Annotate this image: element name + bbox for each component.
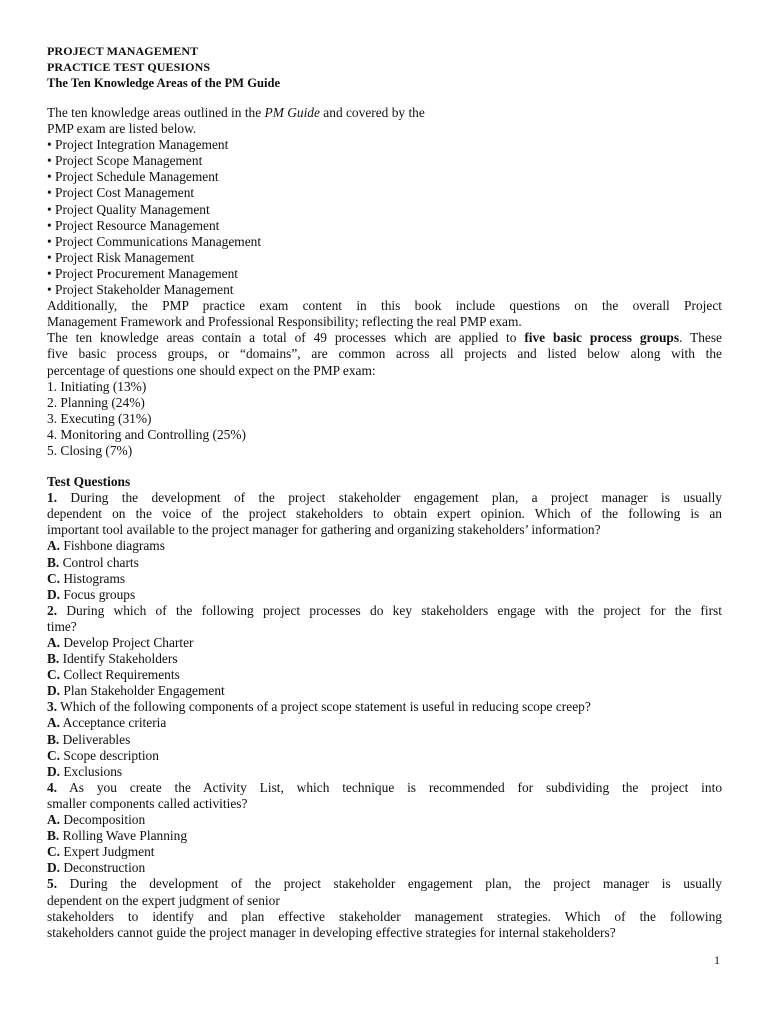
process-group-item: 4. Monitoring and Controlling (25%) [47, 426, 246, 442]
doc-title-line-2: PRACTICE TEST QUESIONS [47, 60, 211, 74]
question-text: important tool available to the project manager for gathering and organizing stakeholders’ information? [47, 522, 601, 538]
knowledge-area-item: • Project Risk Management [47, 249, 195, 265]
question-text-line [47, 796, 722, 812]
question-text-line [47, 619, 722, 635]
question-text-line [47, 522, 722, 538]
question-number: 3. [47, 699, 58, 715]
option-text: Focus groups [60, 586, 136, 602]
doc-title-line-1: PROJECT MANAGEMENT [47, 44, 199, 58]
process-group-list [47, 379, 722, 459]
option-letter: D. [47, 860, 61, 876]
option-text: Control charts [59, 554, 139, 570]
question-text: During the development of the project stakeholder engagement plan, the project manager is usually [69, 876, 722, 892]
answer-option [47, 764, 722, 780]
intro-italic-text: PM Guide [264, 105, 320, 120]
option-text: Identify Stakeholders [59, 651, 178, 667]
additionally-line-1: Additionally, the PMP practice exam content in this book include questions on the overall Project [47, 298, 722, 314]
option-letter: D. [47, 586, 61, 602]
option-text: Fishbone diagrams [60, 538, 165, 554]
process-intro-text-end: . These [679, 330, 722, 346]
question-block [47, 603, 722, 700]
question-text: Which of the following components of a project scope statement is useful in reducing scope creep? [60, 699, 591, 715]
question-number: 4. [47, 779, 58, 795]
knowledge-area-item: • Project Stakeholder Management [47, 282, 234, 298]
spacer [47, 91, 722, 105]
option-text: Expert Judgment [60, 844, 155, 860]
option-letter: A. [47, 635, 61, 650]
question-text: smaller components called activities? [47, 795, 248, 811]
question-block [47, 699, 722, 779]
process-intro-text: The ten knowledge areas contain a total of 49 processes which are applied to [47, 330, 525, 346]
answer-option [47, 651, 722, 667]
question-number: 1. [47, 490, 58, 506]
question-text-line [47, 780, 722, 796]
answer-option [47, 860, 722, 876]
answer-option [47, 748, 722, 764]
answer-option [47, 571, 722, 587]
option-letter: B. [47, 731, 60, 747]
answer-option [47, 667, 722, 683]
option-letter: C. [47, 844, 61, 860]
option-letter: B. [47, 828, 60, 844]
option-letter: B. [47, 651, 60, 667]
question-text-line [47, 909, 722, 925]
answer-option [47, 683, 722, 699]
question-text: During the development of the project stakeholder engagement plan, a project manager is usually [70, 490, 722, 506]
option-text: Acceptance criteria [60, 715, 167, 731]
question-text-line [47, 699, 722, 715]
doc-subtitle: The Ten Knowledge Areas of the PM Guide [47, 76, 281, 90]
question-text: dependent on the expert judgment of senior [47, 892, 280, 908]
process-intro-bold-text: five basic process groups [524, 330, 680, 346]
knowledge-area-list [47, 137, 722, 298]
process-group-item: 3. Executing (31%) [47, 410, 152, 426]
option-letter: A. [47, 538, 61, 554]
question-text: During which of the following project processes do key stakeholders engage with the project for the first [66, 602, 722, 618]
knowledge-area-item: • Project Procurement Management [47, 265, 238, 281]
option-letter: A. [47, 812, 61, 828]
additionally-line-2: Management Framework and Professional Responsibility; reflecting the real PMP exam. [47, 314, 522, 330]
answer-option [47, 844, 722, 860]
option-text: Deconstruction [60, 860, 146, 876]
answer-option [47, 812, 722, 828]
knowledge-area-item: • Project Integration Management [47, 137, 229, 153]
process-group-item: 2. Planning (24%) [47, 394, 145, 410]
option-letter: D. [47, 683, 61, 699]
knowledge-area-item: • Project Schedule Management [47, 169, 219, 185]
question-block [47, 876, 722, 940]
option-text: Collect Requirements [60, 667, 180, 683]
question-text: dependent on the voice of the project stakeholders to obtain expert opinion. Which of the following is an [47, 506, 722, 522]
intro-text-end: and covered by the [319, 105, 425, 120]
knowledge-area-item: • Project Resource Management [47, 217, 220, 233]
test-questions-heading: Test Questions [47, 474, 131, 490]
question-number: 2. [47, 602, 58, 618]
answer-option [47, 538, 722, 554]
question-text-line [47, 876, 722, 892]
option-text: Histograms [60, 570, 126, 586]
option-text: Plan Stakeholder Engagement [60, 683, 225, 699]
answer-option [47, 732, 722, 748]
answer-option [47, 555, 722, 571]
process-intro-line-1 [47, 330, 722, 346]
question-number: 5. [47, 876, 58, 892]
answer-option [47, 828, 722, 844]
process-intro-line-3: percentage of questions one should expect on the PMP exam: [47, 362, 376, 378]
knowledge-area-item: • Project Communications Management [47, 233, 262, 249]
question-text: time? [47, 618, 77, 634]
option-text: Deliverables [59, 731, 131, 747]
option-text: Develop Project Charter [60, 635, 194, 650]
question-text: stakeholders to identify and plan effective stakeholder management strategies. Which of the following [47, 908, 722, 924]
option-letter: C. [47, 667, 61, 683]
page-number: 1 [714, 953, 720, 967]
question-text-line [47, 603, 722, 619]
process-group-item: 1. Initiating (13%) [47, 378, 147, 394]
option-text: Rolling Wave Planning [59, 828, 188, 844]
question-text: As you create the Activity List, which technique is recommended for subdividing the project into [69, 779, 723, 795]
option-letter: B. [47, 554, 60, 570]
option-letter: C. [47, 570, 61, 586]
question-text-line [47, 490, 722, 506]
knowledge-area-item: • Project Scope Management [47, 153, 203, 169]
option-text: Exclusions [60, 763, 123, 779]
question-list [47, 490, 722, 941]
question-text: stakeholders cannot guide the project manager in developing effective strategies for internal stakeholders? [47, 924, 616, 940]
option-letter: C. [47, 747, 61, 763]
process-intro-line-2: five basic process groups, or “domains”, are common across all projects and listed below along with the [47, 346, 722, 362]
question-text-line [47, 893, 722, 909]
question-text-line [47, 925, 722, 941]
option-text: Decomposition [60, 812, 146, 828]
answer-option [47, 635, 722, 651]
option-text: Scope description [60, 747, 159, 763]
option-letter: D. [47, 763, 61, 779]
process-group-item: 5. Closing (7%) [47, 442, 133, 458]
question-block [47, 780, 722, 877]
intro-line-1 [47, 105, 722, 121]
intro-line-2: PMP exam are listed below. [47, 121, 197, 137]
answer-option [47, 587, 722, 603]
question-block [47, 490, 722, 603]
answer-option [47, 715, 722, 731]
option-letter: A. [47, 715, 61, 731]
intro-text: The ten knowledge areas outlined in the [47, 105, 265, 120]
question-text-line [47, 506, 722, 522]
knowledge-area-item: • Project Quality Management [47, 201, 210, 217]
knowledge-area-item: • Project Cost Management [47, 185, 195, 201]
document-page [47, 43, 722, 941]
